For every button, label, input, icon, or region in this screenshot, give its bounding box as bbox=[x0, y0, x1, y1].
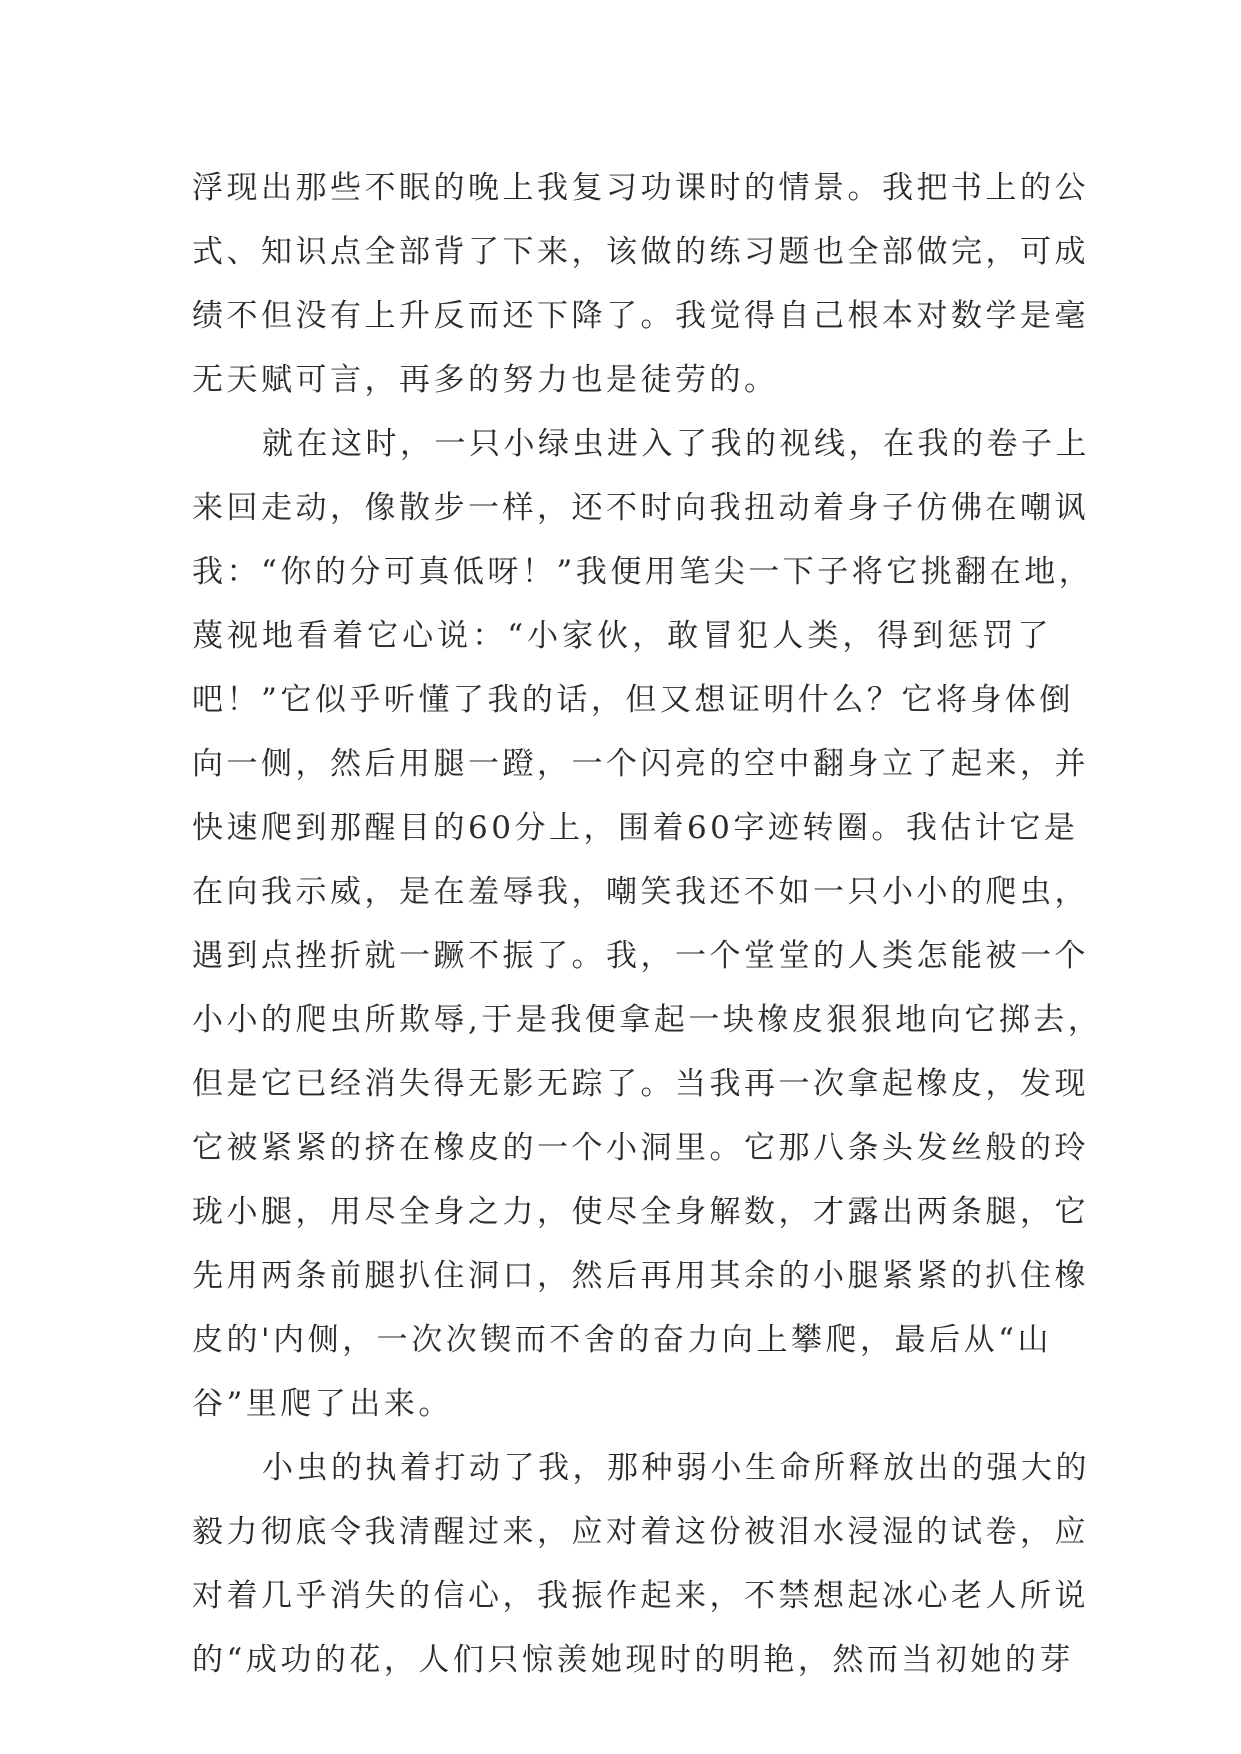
text-line: 无天赋可言，再多的努力也是徒劳的。 bbox=[192, 362, 779, 398]
text-line: 谷”里爬了出来。 bbox=[192, 1386, 453, 1422]
text-line: 遇到点挫折就一蹶不振了。我，一个堂堂的人类怎能被一个 bbox=[192, 938, 1089, 974]
text-line: 的“成功的花，人们只惊羡她现时的明艳，然而当初她的芽 bbox=[192, 1642, 1074, 1678]
text-line: 来回走动，像散步一样，还不时向我扭动着身子仿佛在嘲讽 bbox=[192, 490, 1089, 526]
text-line: 向一侧，然后用腿一蹬，一个闪亮的空中翻身立了起来，并 bbox=[192, 746, 1089, 782]
text-line: 但是它已经消失得无影无踪了。当我再一次拿起橡皮，发现 bbox=[192, 1066, 1089, 1102]
text-line: 先用两条前腿扒住洞口，然后再用其余的小腿紧紧的扒住橡 bbox=[192, 1258, 1089, 1294]
paragraph-first-line: 小虫的执着打动了我，那种弱小生命所释放出的强大的 bbox=[262, 1450, 1090, 1486]
text-line: 在向我示威，是在羞辱我，嘲笑我还不如一只小小的爬虫， bbox=[192, 874, 1089, 910]
paragraph-first-line: 就在这时，一只小绿虫进入了我的视线，在我的卷子上 bbox=[262, 426, 1090, 462]
text-line: 皮的'内侧，一次次锲而不舍的奋力向上攀爬，最后从“山 bbox=[192, 1322, 1052, 1358]
text-line: 对着几乎消失的信心，我振作起来，不禁想起冰心老人所说 bbox=[192, 1578, 1089, 1614]
text-line: 式、知识点全部背了下来，该做的练习题也全部做完，可成 bbox=[192, 234, 1089, 270]
text-line: 快速爬到那醒目的60分上，围着60字迹转圈。我估计它是 bbox=[192, 810, 1079, 846]
text-line: 毅力彻底令我清醒过来，应对着这份被泪水浸湿的试卷，应 bbox=[192, 1514, 1089, 1550]
text-line: 它被紧紧的挤在橡皮的一个小洞里。它那八条头发丝般的玲 bbox=[192, 1130, 1089, 1166]
body-text bbox=[192, 156, 1103, 1692]
text-line: 吧！”它似乎听懂了我的话，但又想证明什么？它将身体倒 bbox=[192, 682, 1074, 718]
text-line: 我：“你的分可真低呀！”我便用笔尖一下子将它挑翻在地， bbox=[192, 554, 1094, 590]
text-line: 蔑视地看着它心说：“小家伙，敢冒犯人类，得到惩罚了 bbox=[192, 618, 1052, 654]
text-line: 珑小腿，用尽全身之力，使尽全身解数，才露出两条腿，它 bbox=[192, 1194, 1089, 1230]
text-line: 浮现出那些不眠的晚上我复习功课时的情景。我把书上的公 bbox=[192, 170, 1089, 206]
text-line: 小小的爬虫所欺辱,于是我便拿起一块橡皮狠狠地向它掷去， bbox=[192, 1002, 1103, 1038]
text-line: 绩不但没有上升反而还下降了。我觉得自己根本对数学是毫 bbox=[192, 298, 1089, 334]
